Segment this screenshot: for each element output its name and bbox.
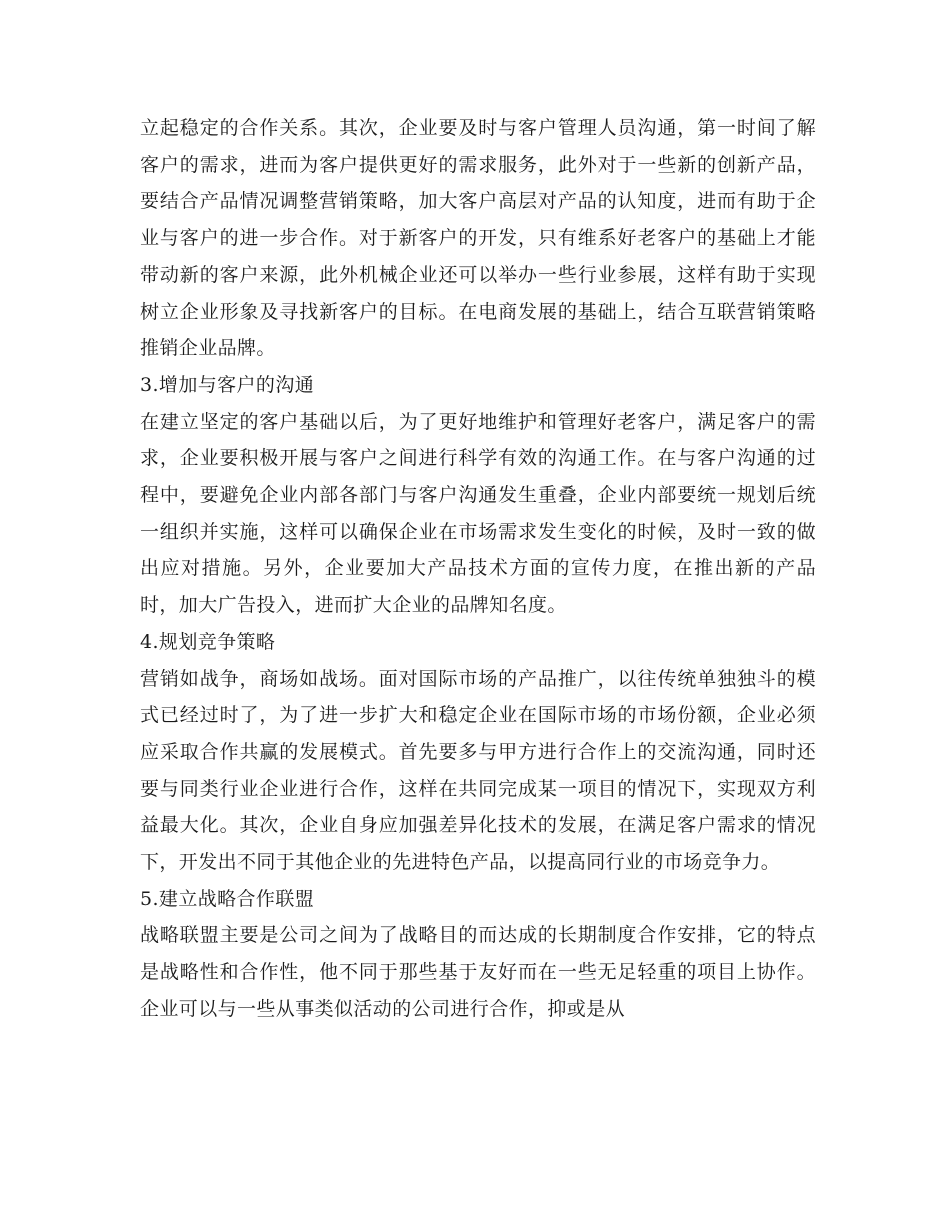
heading-competition-strategy: 4.规划竞争策略: [140, 630, 276, 653]
paragraph-customer-relations: 立起稳定的合作关系。其次，企业要及时与客户管理人员沟通，第一时间了解客户的需求，进而为客户提供更好的需求服务，此外对于一些新的创新产品，要结合产品情况调整营销策略，加大客户高层对产品的认知度，进而有助于企业与客户的进一步合作。对于新客户的开发，只有维系好老客户的基础上才能带动新的客户来源，此外机械企业还可以举办一些行业参展，这样有助于实现树立企业形象及寻找新客户的目标。在电商发展的基础上，结合互联营销策略推销企业品牌。: [140, 117, 816, 360]
heading-customer-communication: 3.增加与客户的沟通: [140, 373, 315, 396]
document-body: [140, 110, 816, 1028]
heading-strategic-alliance: 5.建立战略合作联盟: [140, 887, 315, 910]
paragraph-strategic-alliance: 战略联盟主要是公司之间为了战略目的而达成的长期制度合作安排，它的特点是战略性和合作性，他不同于那些基于友好而在一些无足轻重的项目上协作。企业可以与一些从事类似活动的公司进行合作，抑或是从: [140, 924, 816, 1020]
paragraph-customer-communication: 在建立坚定的客户基础以后，为了更好地维护和管理好老客户，满足客户的需求，企业要积极开展与客户之间进行科学有效的沟通工作。在与客户沟通的过程中，要避免企业内部各部门与客户沟通发生重叠，企业内部要统一规划后统一组织并实施，这样可以确保企业在市场需求发生变化的时候，及时一致的做出应对措施。另外，企业要加大产品技术方面的宣传力度，在推出新的产品时，加大广告投入，进而扩大企业的品牌知名度。: [140, 410, 816, 617]
paragraph-competition-strategy: 营销如战争，商场如战场。面对国际市场的产品推广，以往传统单独独斗的模式已经过时了，为了进一步扩大和稳定企业在国际市场的市场份额，企业必须应采取合作共赢的发展模式。首先要多与甲方进行合作上的交流沟通，同时还要与同类行业企业进行合作，这样在共同完成某一项目的情况下，实现双方利益最大化。其次，企业自身应加强差异化技术的发展，在满足客户需求的情况下，开发出不同于其他企业的先进特色产品，以提高同行业的市场竞争力。: [140, 667, 816, 874]
